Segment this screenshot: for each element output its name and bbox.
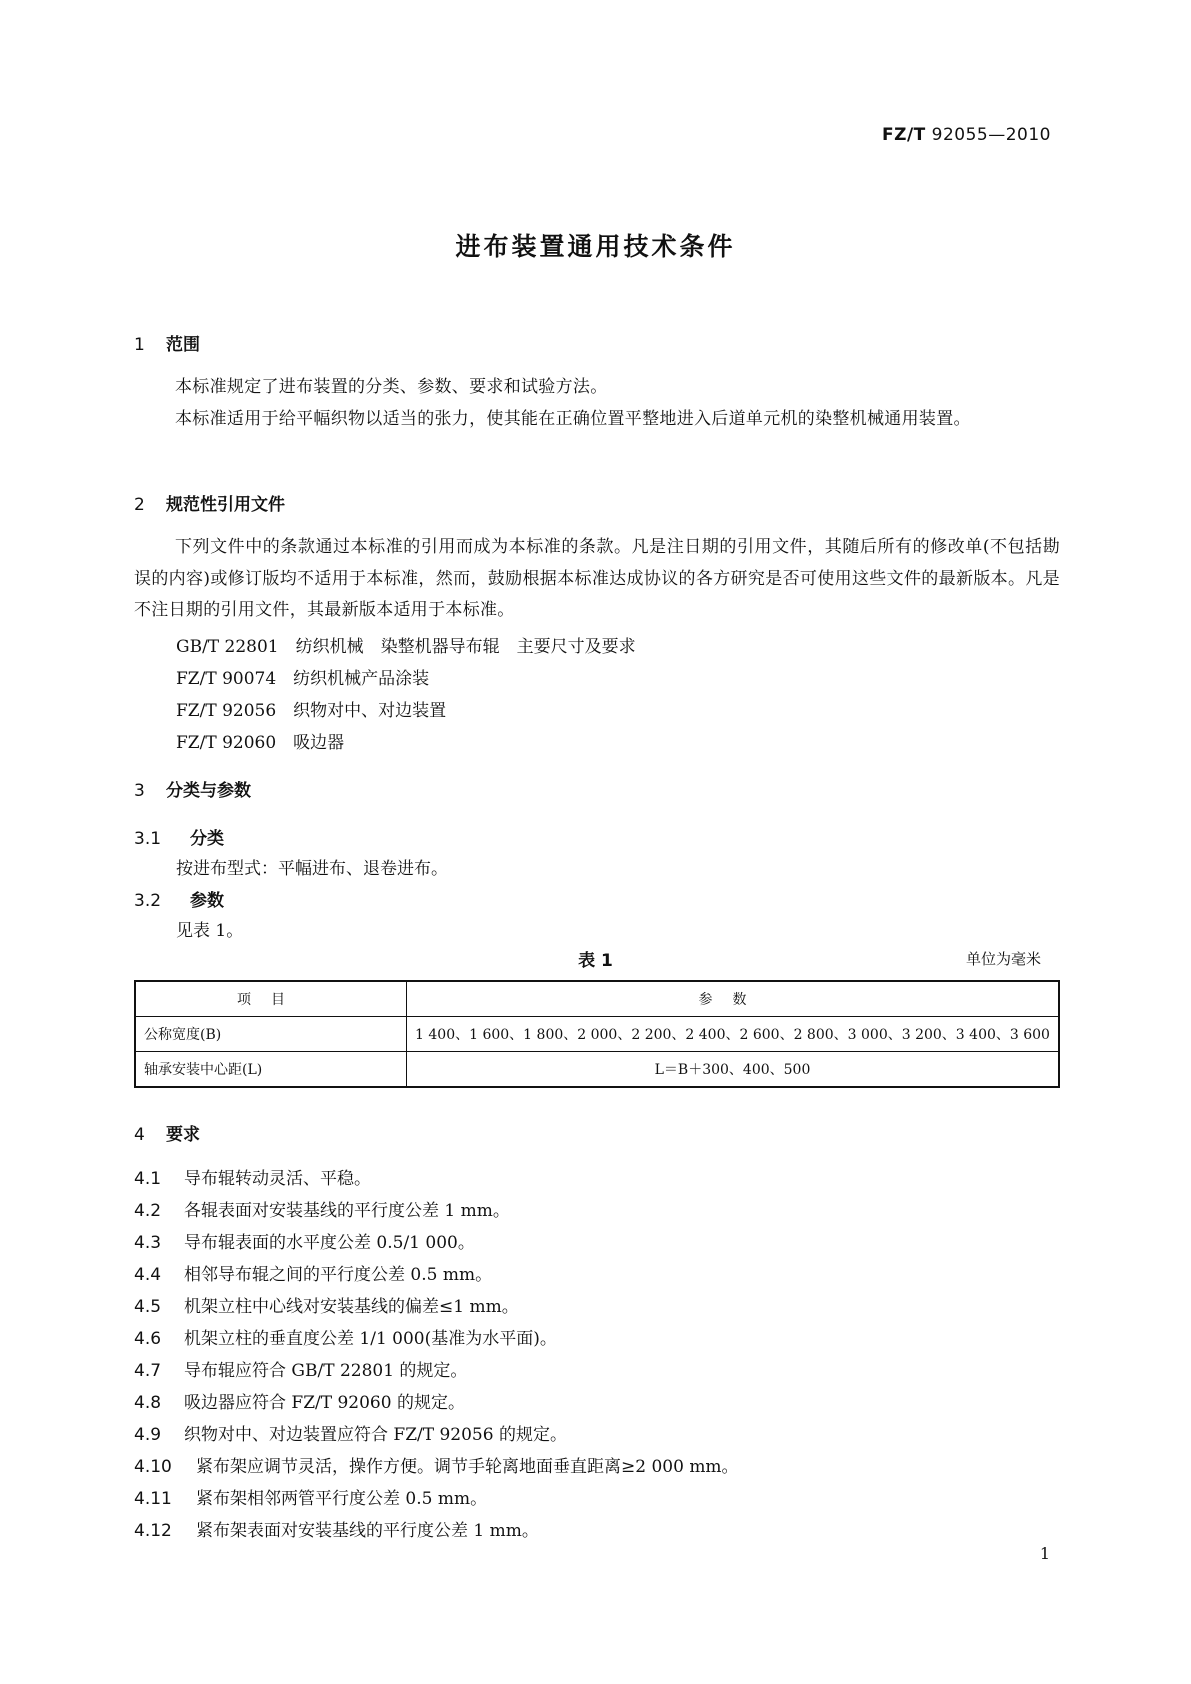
requirement-item: 4.8 吸边器应符合 FZ/T 92060 的规定。 [134,1393,465,1413]
table-row [135,1017,1059,1052]
requirement-item: 4.1 导布辊转动灵活、平稳。 [134,1169,371,1189]
table-header-cell: 参数 [407,981,1060,1017]
requirement-item: 4.3 导布辊表面的水平度公差 0.5/1 000。 [134,1233,475,1253]
table-header-cell: 项目 [135,981,407,1017]
reference-item: GB/T 22801 纺织机械 染整机器导布辊 主要尺寸及要求 [176,637,636,657]
section-3-2-heading: 3.2 参数 [134,891,224,911]
reference-item: FZ/T 90074 纺织机械产品涂装 [176,669,430,689]
table-cell: 公称宽度(B) [135,1017,407,1052]
requirement-item: 4.2 各辊表面对安装基线的平行度公差 1 mm。 [134,1201,510,1221]
section-2-heading: 2 规范性引用文件 [134,495,285,515]
table-cell: 轴承安装中心距(L) [135,1052,407,1088]
page-number: 1 [1039,1544,1050,1563]
section-3-1-text: 按进布型式：平幅进布、退卷进布。 [176,859,448,879]
table-row [135,1052,1059,1088]
section-2-paragraph: 下列文件中的条款通过本标准的引用而成为本标准的条款。凡是注日期的引用文件，其随后所有的修改单(不包括勘误的内容)或修订版均不适用于本标准，然而，鼓励根据本标准达成协议的各方研究是否可使用这些文件的最新版本。凡是不注日期的引用文件，其最新版本适用于本标准。 [134,537,1060,620]
standard-code: FZ/T 92055—2010 [882,125,1051,145]
requirement-item: 4.7 导布辊应符合 GB/T 22801 的规定。 [134,1361,468,1381]
requirement-item: 4.4 相邻导布辊之间的平行度公差 0.5 mm。 [134,1265,493,1285]
section-4-heading: 4 要求 [134,1125,200,1145]
requirement-item: 4.12 紧布架表面对安装基线的平行度公差 1 mm。 [134,1521,539,1541]
document-title: 进布装置通用技术条件 [455,232,736,261]
requirement-item: 4.5 机架立柱中心线对安装基线的偏差≤1 mm。 [134,1297,519,1317]
table-cell: 1 400、1 600、1 800、2 000、2 200、2 400、2 600、2 800、3 000、3 200、3 400、3 600 [407,1017,1060,1052]
section-3-heading: 3 分类与参数 [134,781,251,801]
section-3-2-text: 见表 1。 [176,921,244,941]
section-1-paragraph-1: 本标准规定了进布装置的分类、参数、要求和试验方法。 [175,377,608,397]
section-1-paragraph-2: 本标准适用于给平幅织物以适当的张力，使其能在正确位置平整地进入后道单元机的染整机械通用装置。 [175,409,971,429]
requirement-item: 4.10 紧布架应调节灵活，操作方便。调节手轮离地面垂直距离≥2 000 mm。 [134,1457,739,1477]
requirement-item: 4.6 机架立柱的垂直度公差 1/1 000(基准为水平面)。 [134,1329,557,1349]
table-caption: 表 1 [578,951,613,971]
table-unit: 单位为毫米 [965,950,1041,968]
section-1-heading: 1 范围 [134,335,200,355]
requirement-item: 4.9 织物对中、对边装置应符合 FZ/T 92056 的规定。 [134,1425,567,1445]
table-cell: L＝B＋300、400、500 [407,1052,1060,1088]
reference-item: FZ/T 92060 吸边器 [176,733,345,753]
section-3-1-heading: 3.1 分类 [134,829,224,849]
reference-item: FZ/T 92056 织物对中、对边装置 [176,701,447,721]
requirement-item: 4.11 紧布架相邻两管平行度公差 0.5 mm。 [134,1489,488,1509]
table-header-row [135,981,1059,1017]
parameter-table [134,980,1060,1088]
